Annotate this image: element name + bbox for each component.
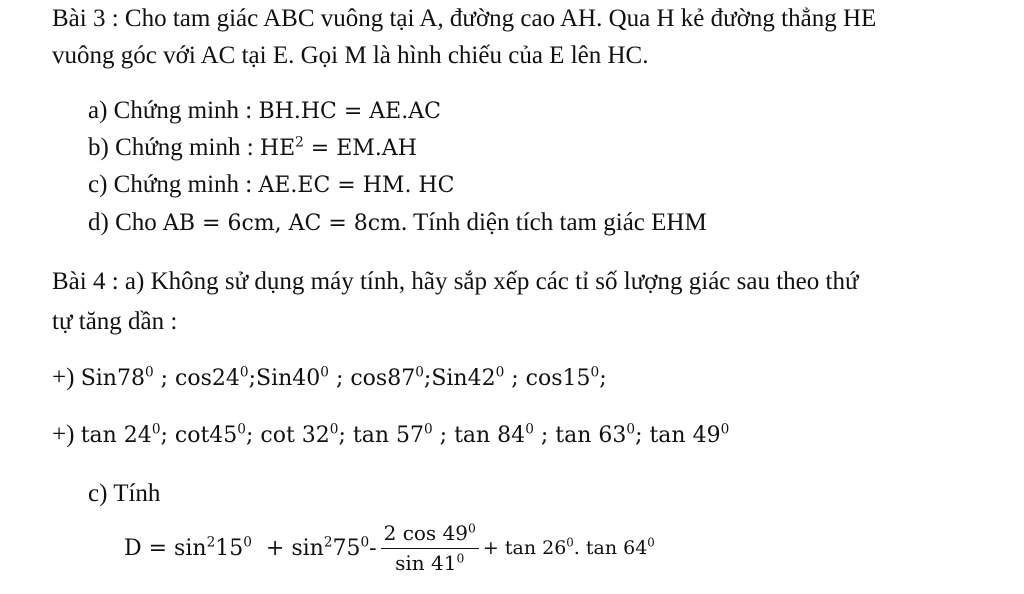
part-d-formula: AB = 6cm, AC = 8cm bbox=[163, 211, 401, 236]
row2-prefix: +) bbox=[52, 421, 81, 448]
row2-term: $\tan 63^0$; bbox=[555, 421, 650, 448]
bai4-title-line: Bài 4 : a) Không sử dụng máy tính, hãy sắp xếp các tỉ số lượng giác sau theo thứ bbox=[52, 268, 859, 295]
bai4-text-line: tự tăng dần : bbox=[52, 308, 178, 335]
row1-term: $\cos 87^0$; bbox=[350, 364, 432, 391]
row2-term: $\tan 24^0$; bbox=[80, 421, 175, 448]
row1-term: $\cos 15^0$; bbox=[525, 364, 607, 391]
d-eq-term2: + $\sin^275^0$ bbox=[258, 534, 370, 561]
part-b-formula: $HE^2 = EM.AH$ bbox=[259, 134, 417, 161]
d-eq-minus: - bbox=[369, 535, 377, 561]
row2-term: $\cot 32^0$; bbox=[260, 421, 353, 448]
part-c-formula: AE.EC = HM. HC bbox=[258, 173, 455, 198]
d-eq-lhs: $D = \sin^215^0$ bbox=[124, 534, 252, 561]
part-d-text: . Tính diện tích tam giác EHM bbox=[400, 209, 707, 236]
part-a-label: a) Chứng minh : bbox=[88, 97, 259, 124]
part-b-label: b) Chứng minh : bbox=[88, 134, 260, 161]
bai3-part-b bbox=[88, 135, 417, 160]
part-a-formula: BH.HC = AE.AC bbox=[258, 99, 441, 124]
bai3-text-line: vuông góc với AC tại E. Gọi M là hình chiếu của E lên HC. bbox=[52, 42, 649, 69]
d-equation bbox=[124, 522, 655, 575]
bai3-part-c bbox=[88, 172, 454, 197]
fraction-denominator: $\sin 41^0$ bbox=[395, 550, 465, 575]
row2-term: $\tan 84^0$ ; bbox=[454, 421, 556, 448]
bai4-part-c-label: c) Tính bbox=[88, 480, 161, 507]
row2-term: $\cot 45^0$; bbox=[174, 421, 261, 448]
bai3-part-a bbox=[88, 98, 441, 123]
row2-term: $\tan 49^0$ bbox=[649, 421, 730, 448]
d-eq-tail: + $\tan 26^0$. $\tan 64^0$ bbox=[482, 535, 655, 559]
row2-terms bbox=[81, 423, 730, 448]
row1-prefix: +) bbox=[52, 364, 81, 391]
part-c-label: c) Chứng minh : bbox=[88, 171, 259, 198]
bai4-trig-row-2 bbox=[52, 422, 729, 447]
row1-term: $\cos 24^0$; bbox=[175, 364, 256, 391]
row1-term: $Sin40^0$ ; bbox=[256, 364, 351, 391]
d-eq-fraction bbox=[381, 522, 479, 575]
row1-term: $Sin78^0$ ; bbox=[80, 364, 176, 391]
row1-term: $Sin42^0$ ; bbox=[431, 364, 526, 391]
part-d-label: d) Cho bbox=[88, 209, 163, 236]
row1-terms bbox=[81, 366, 607, 391]
bai4-trig-row-1 bbox=[52, 365, 607, 390]
bai3-title-line: Bài 3 : Cho tam giác ABC vuông tại A, đường cao AH. Qua H kẻ đường thẳng HE bbox=[52, 5, 877, 32]
row2-term: $\tan 57^0$ ; bbox=[352, 421, 455, 448]
fraction-numerator: 2 $\cos 49^0$ bbox=[381, 522, 479, 549]
bai3-part-d bbox=[88, 210, 707, 235]
